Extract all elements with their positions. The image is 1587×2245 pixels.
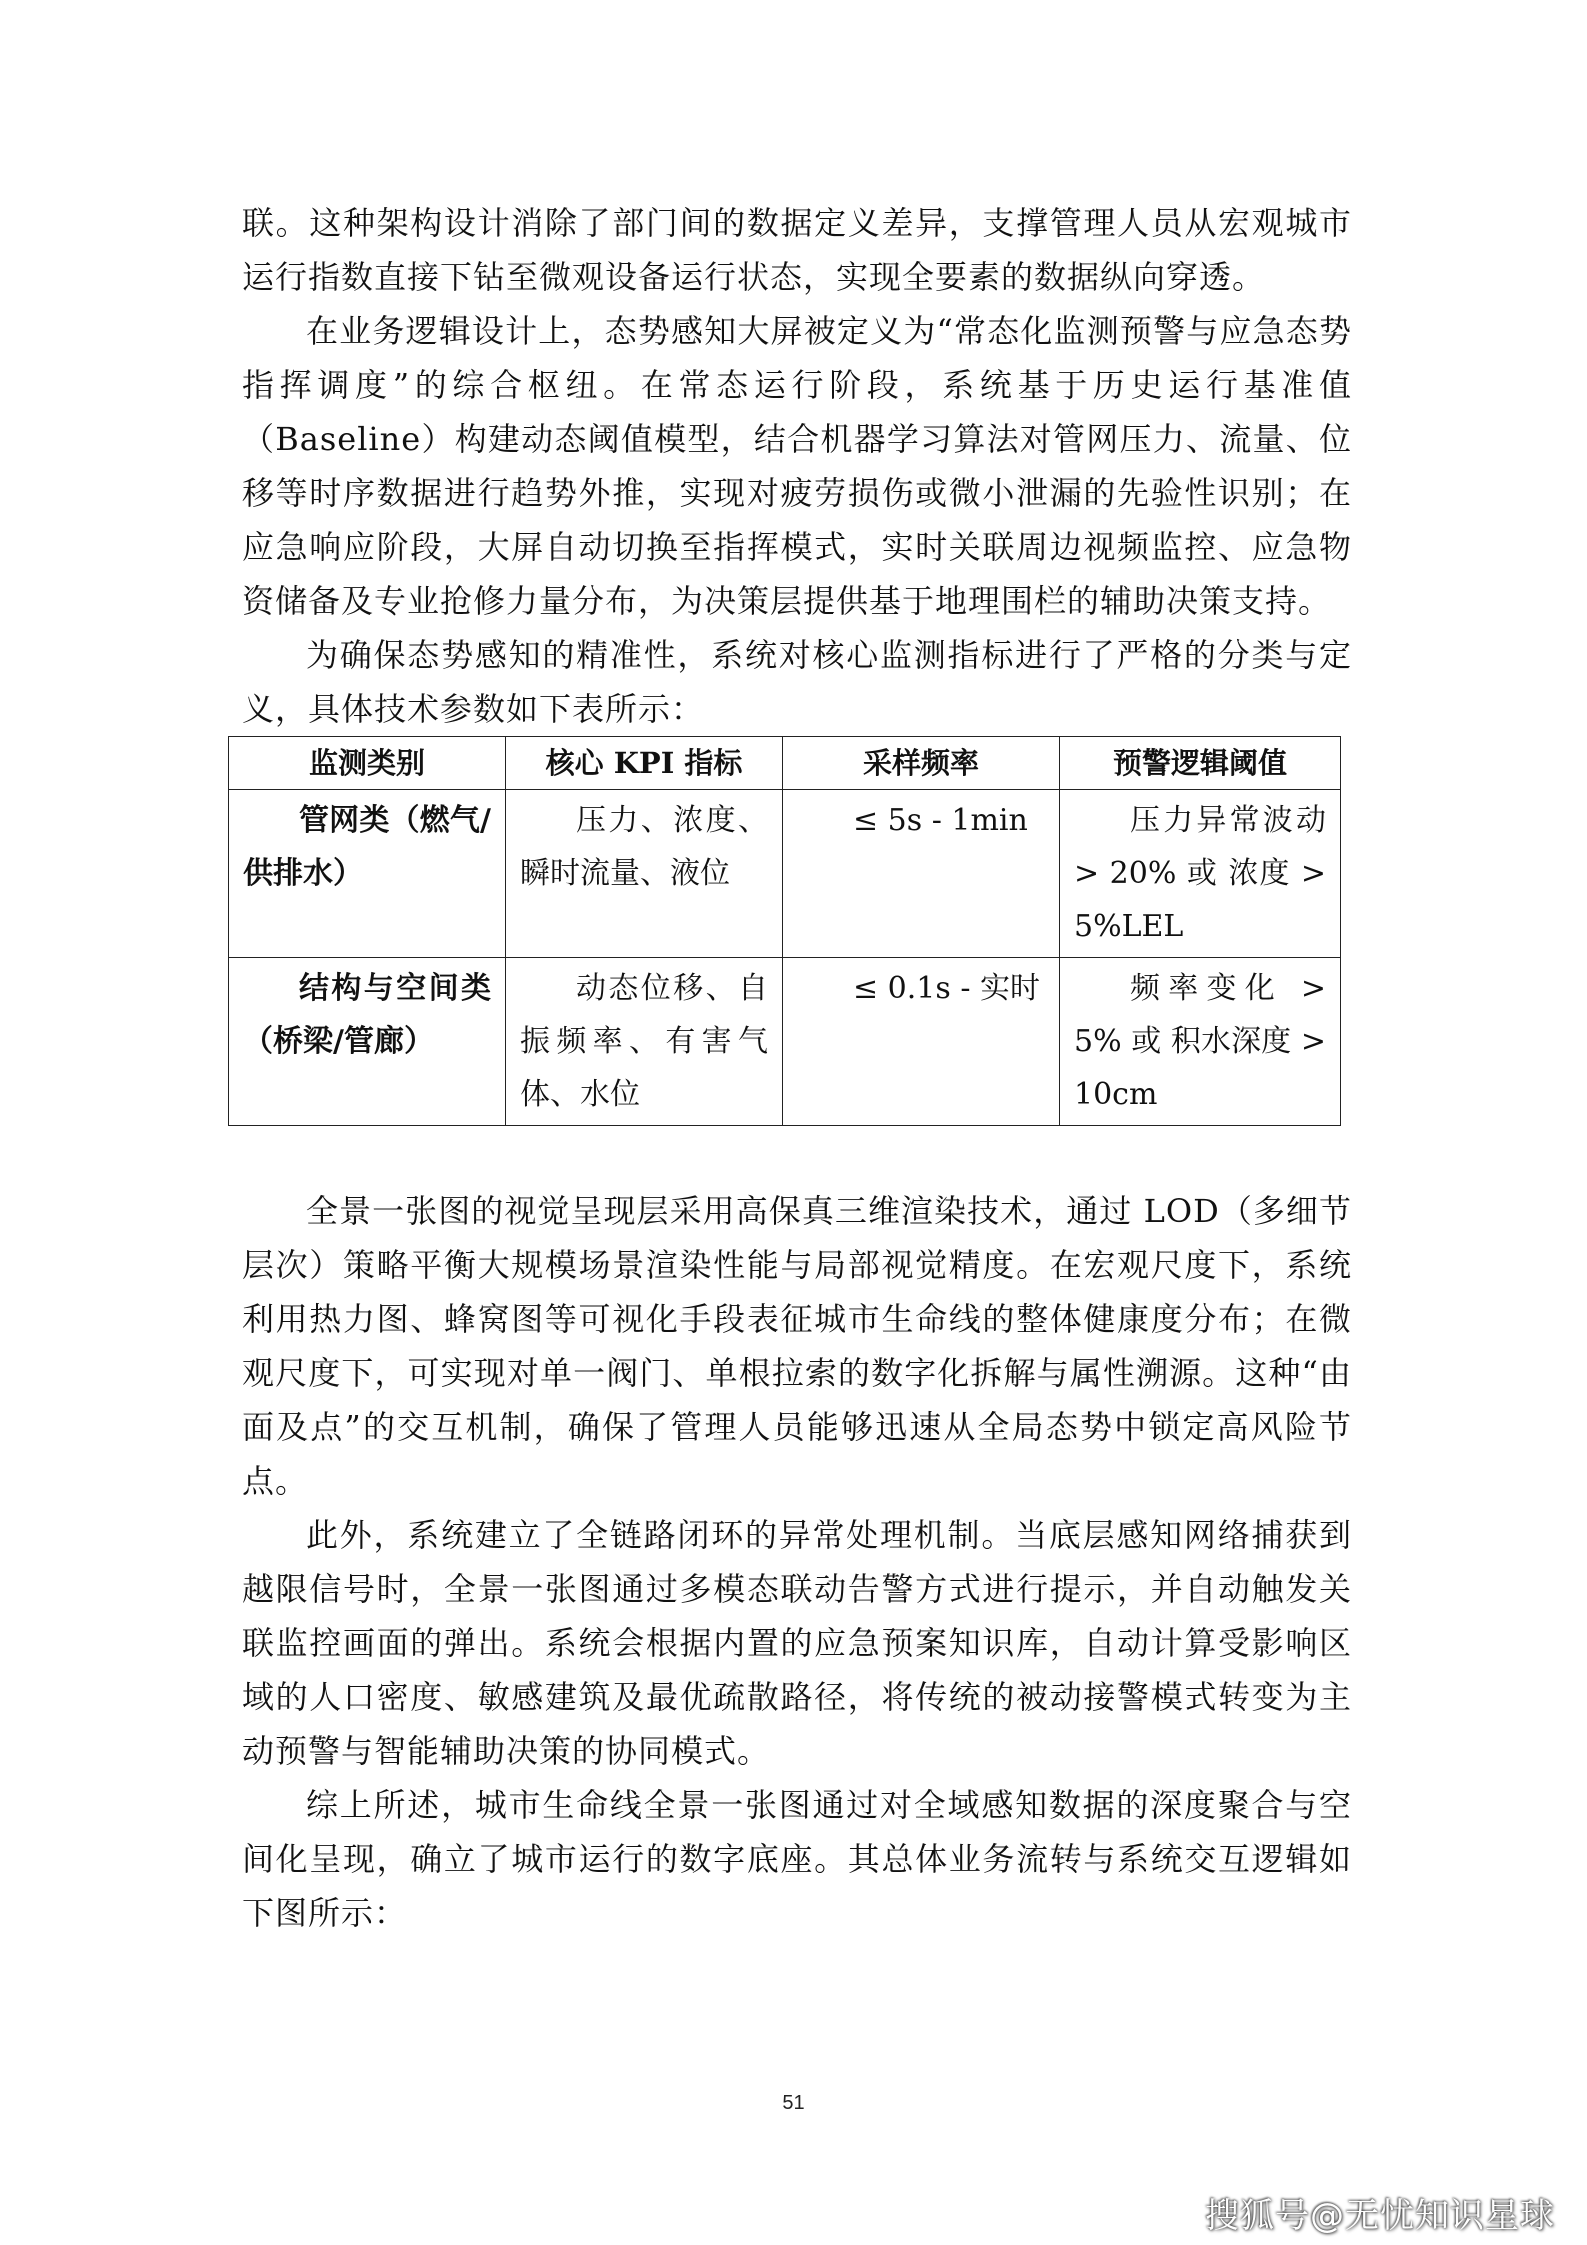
header-kpi: 核心 KPI 指标 bbox=[506, 737, 783, 790]
header-frequency: 采样频率 bbox=[783, 737, 1060, 790]
table-row bbox=[229, 958, 1341, 1126]
paragraph-4: 全景一张图的视觉呈现层采用高保真三维渲染技术，通过 LOD（多细节层次）策略平衡大规模场景渲染性能与局部视觉精度。在宏观尺度下，系统利用热力图、蜂窝图等可视化手段表征城市生命线的整体健康度分布；在微观尺度下，可实现对单一阀门、单根拉索的数字化拆解与属性溯源。这种“由面及点”的交互机制，确保了管理人员能够迅速从全局态势中锁定高风险节点。 bbox=[242, 1192, 1352, 1500]
paragraph-5: 此外，系统建立了全链路闭环的异常处理机制。当底层感知网络捕获到越限信号时，全景一张图通过多模态联动告警方式进行提示，并自动触发关联监控画面的弹出。系统会根据内置的应急预案知识库，自动计算受影响区域的人口密度、敏感建筑及最优疏散路径，将传统的被动接警模式转变为主动预警与智能辅助决策的协同模式。 bbox=[242, 1516, 1352, 1770]
document-body bbox=[242, 196, 1352, 1940]
cell-frequency: ≤ 0.1s - 实时 bbox=[783, 958, 1060, 1126]
page-number: 51 bbox=[782, 2092, 805, 2114]
cell-frequency: ≤ 5s - 1min bbox=[783, 790, 1060, 958]
cell-kpi: 动态位移、自振频率、有害气体、水位 bbox=[506, 958, 783, 1126]
watermark: 搜狐号@无忧知识星球 bbox=[1205, 2196, 1555, 2236]
paragraph-2: 在业务逻辑设计上，态势感知大屏被定义为“常态化监测预警与应急态势指挥调度”的综合枢纽。在常态运行阶段，系统基于历史运行基准值（Baseline）构建动态阈值模型，结合机器学习算法对管网压力、流量、位移等时序数据进行趋势外推，实现对疲劳损伤或微小泄漏的先验性识别；在应急响应阶段，大屏自动切换至指挥模式，实时关联周边视频监控、应急物资储备及专业抢修力量分布，为决策层提供基于地理围栏的辅助决策支持。 bbox=[242, 312, 1352, 620]
header-category: 监测类别 bbox=[229, 737, 506, 790]
cell-kpi: 压力、浓度、瞬时流量、液位 bbox=[506, 790, 783, 958]
header-threshold: 预警逻辑阈值 bbox=[1060, 737, 1341, 790]
cell-threshold: 压力异常波动 > 20% 或 浓度 > 5%LEL bbox=[1060, 790, 1341, 958]
paragraph-3: 为确保态势感知的精准性，系统对核心监测指标进行了严格的分类与定义，具体技术参数如下表所示： bbox=[242, 636, 1352, 728]
table-header-row bbox=[229, 737, 1341, 790]
paragraph-6: 综上所述，城市生命线全景一张图通过对全域感知数据的深度聚合与空间化呈现，确立了城市运行的数字底座。其总体业务流转与系统交互逻辑如下图所示： bbox=[242, 1786, 1352, 1932]
cell-threshold: 频率变化 > 5% 或 积水深度 > 10cm bbox=[1060, 958, 1341, 1126]
cell-category: 管网类（燃气/供排水） bbox=[229, 790, 506, 958]
cell-category: 结构与空间类（桥梁/管廊） bbox=[229, 958, 506, 1126]
kpi-table bbox=[228, 736, 1341, 1126]
paragraph-1: 联。这种架构设计消除了部门间的数据定义差异，支撑管理人员从宏观城市运行指数直接下钻至微观设备运行状态，实现全要素的数据纵向穿透。 bbox=[242, 204, 1352, 296]
table-row bbox=[229, 790, 1341, 958]
